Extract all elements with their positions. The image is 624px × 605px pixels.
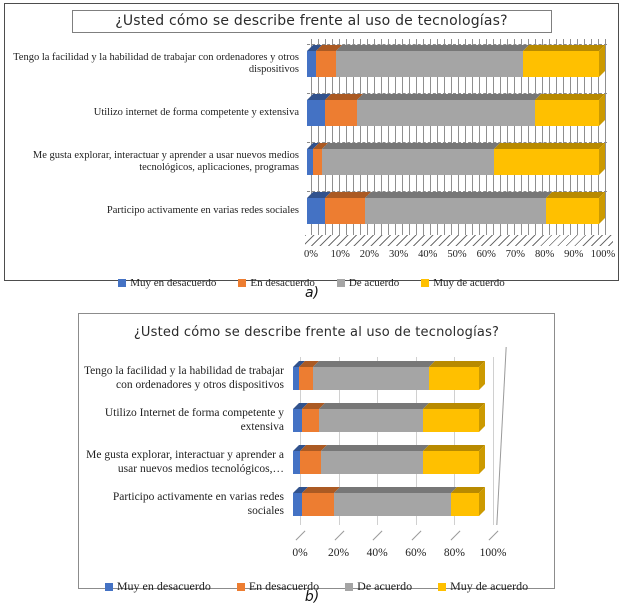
chart-row [5, 51, 618, 77]
bar-zone [293, 367, 479, 390]
bar-top-face [307, 94, 605, 100]
bar-segment-de-acuerdo [365, 198, 546, 224]
stacked-bar [293, 409, 479, 432]
category-label: Utilizo internet de forma competente y extensiva [93, 106, 299, 118]
bar-segment-muy-de-acuerdo [546, 198, 599, 224]
bar-segment-top [321, 445, 429, 451]
bar-segment-de-acuerdo [334, 493, 451, 516]
category-label: Me gusta explorar, interactuar y aprender a usar nuevos medios tecnológicos,… [86, 449, 284, 475]
chart-b-caption: b) [304, 589, 320, 605]
bar-segment-top [523, 45, 605, 51]
bar-zone [293, 409, 479, 432]
bar-zone [307, 149, 599, 175]
stacked-bar [307, 51, 599, 77]
bar-segment-en-desacuerdo [316, 51, 336, 77]
bar-front-face [293, 367, 479, 390]
bar-front-face [293, 451, 479, 474]
bar-segment-top [334, 487, 457, 493]
x-axis-tick-label: 80% [534, 249, 555, 260]
legend-label: Muy de acuerdo [450, 579, 529, 593]
bar-top-face [293, 487, 485, 493]
bar-zone [293, 451, 479, 474]
x-axis-tick-label: 40% [418, 249, 438, 260]
bar-segment-top [423, 403, 485, 409]
stacked-bar [307, 149, 599, 175]
bar-side-face [599, 45, 605, 77]
x-axis-tick-label: 20% [328, 547, 350, 559]
bar-segment-top [313, 361, 434, 367]
x-axis-tick-mark [334, 531, 344, 541]
bar-top-face [307, 45, 605, 51]
bar-front-face [307, 198, 599, 224]
bar-segment-muy-en-desacuerdo [293, 409, 302, 432]
bar-segment-top [357, 94, 541, 100]
bar-top-face [307, 143, 605, 149]
stacked-bar [293, 367, 479, 390]
bar-segment-en-desacuerdo [325, 198, 366, 224]
bar-segment-top [423, 445, 485, 451]
legend-label: De acuerdo [357, 579, 413, 593]
x-axis-tick-label: 100% [590, 249, 616, 260]
bar-zone [307, 198, 599, 224]
chart-a-x-axis [304, 249, 616, 267]
x-axis-tick-mark [489, 531, 499, 541]
x-axis-tick-label: 70% [505, 249, 526, 260]
x-axis-tick-label: 0% [304, 249, 318, 260]
legend-label: En desacuerdo [250, 277, 315, 289]
x-axis-tick-label: 80% [443, 547, 465, 559]
bar-front-face [293, 409, 479, 432]
bar-segment-de-acuerdo [336, 51, 523, 77]
bar-front-face [307, 100, 599, 126]
legend-label: Muy en desacuerdo [130, 277, 217, 289]
bar-side-face [599, 143, 605, 175]
bar-segment-muy-en-desacuerdo [307, 51, 316, 77]
bar-segment-muy-de-acuerdo [535, 100, 599, 126]
bar-segment-de-acuerdo [322, 149, 494, 175]
chart-a-caption: a) [304, 285, 320, 301]
bar-segment-muy-en-desacuerdo [307, 100, 325, 126]
category-label: Utilizo Internet de forma competente y extensiva [104, 407, 284, 433]
stacked-bar [307, 198, 599, 224]
chart-b-panel [78, 313, 555, 593]
bar-side-face [599, 94, 605, 126]
bar-segment-muy-en-desacuerdo [293, 451, 300, 474]
bar-segment-muy-de-acuerdo [523, 51, 599, 77]
x-axis-tick-mark [412, 531, 422, 541]
bar-segment-de-acuerdo [357, 100, 535, 126]
legend-label: En desacuerdo [248, 579, 320, 593]
bar-segment-muy-de-acuerdo [451, 493, 479, 516]
x-axis-tick-mark [296, 531, 306, 541]
bar-side-face [479, 403, 485, 432]
x-axis-tick-label: 50% [447, 249, 467, 260]
bar-side-face [479, 445, 485, 474]
x-axis-tick-label: 60% [405, 547, 427, 559]
chart-a-rows [5, 39, 618, 235]
x-axis-tick-label: 60% [476, 249, 496, 260]
bar-top-face [293, 445, 485, 451]
x-axis-tick-label: 30% [388, 249, 409, 260]
chart-b-rows [79, 357, 554, 525]
bar-front-face [307, 149, 599, 175]
bar-segment-top [319, 403, 429, 409]
chart-b-title: ¿Usted cómo se describe frente al uso de tecnologías? [133, 325, 500, 340]
chart-row [5, 100, 618, 126]
chart-b-x-axis [292, 547, 507, 563]
bar-segment-muy-en-desacuerdo [293, 493, 302, 516]
bar-segment-top [535, 94, 605, 100]
chart-row [79, 364, 554, 392]
category-label: Tengo la facilidad y la habilidad de trabajar con ordenadores y otros dispositivos [83, 365, 284, 391]
bar-segment-de-acuerdo [313, 367, 428, 390]
bar-top-face [293, 403, 485, 409]
bar-segment-en-desacuerdo [299, 367, 314, 390]
bar-segment-en-desacuerdo [313, 149, 322, 175]
bar-segment-top [494, 143, 605, 149]
category-label: Participo activamente en varias redes sociales [106, 204, 299, 216]
bar-segment-en-desacuerdo [302, 409, 319, 432]
chart-row [5, 198, 618, 224]
stacked-bar [307, 100, 599, 126]
bar-segment-en-desacuerdo [325, 100, 357, 126]
chart-row [79, 448, 554, 476]
bar-front-face [307, 51, 599, 77]
stacked-bar [293, 451, 479, 474]
bar-segment-muy-en-desacuerdo [307, 198, 325, 224]
legend-label: De acuerdo [348, 277, 400, 289]
chart-row [79, 490, 554, 518]
x-axis-tick-mark [373, 531, 383, 541]
bar-segment-top [546, 192, 605, 198]
x-axis-tick-label: 100% [479, 547, 507, 559]
bar-segment-top [365, 192, 552, 198]
chart-row [79, 406, 554, 434]
category-label: Participo activamente en varias redes sociales [112, 491, 284, 517]
x-axis-tick-label: 10% [330, 249, 350, 260]
bar-top-face [293, 361, 485, 367]
bar-segment-de-acuerdo [319, 409, 423, 432]
bar-segment-muy-de-acuerdo [423, 409, 479, 432]
x-axis-tick-label: 40% [366, 547, 388, 559]
x-axis-tick-mark [450, 531, 460, 541]
bar-top-face [307, 192, 605, 198]
chart-a-plot [5, 39, 618, 235]
x-axis-tick-label: 0% [292, 547, 308, 559]
x-axis-tick-label: 90% [564, 249, 584, 260]
bar-front-face [293, 493, 479, 516]
chart-a-panel [4, 3, 619, 289]
bar-segment-de-acuerdo [321, 451, 423, 474]
legend-label: Muy de acuerdo [433, 277, 505, 289]
x-axis-tick-label: 20% [359, 249, 380, 260]
bar-zone [307, 51, 599, 77]
stacked-bar [293, 493, 479, 516]
bar-segment-top [336, 45, 529, 51]
bar-segment-muy-de-acuerdo [494, 149, 599, 175]
chart-row [5, 149, 618, 175]
bar-zone [293, 493, 479, 516]
bar-side-face [479, 487, 485, 516]
chart-b-plot [79, 357, 554, 525]
bar-zone [307, 100, 599, 126]
bar-side-face [599, 192, 605, 224]
bar-segment-top [322, 143, 500, 149]
bar-segment-top [429, 361, 485, 367]
bar-segment-top [325, 192, 372, 198]
bar-side-face [479, 361, 485, 390]
bar-segment-muy-de-acuerdo [429, 367, 479, 390]
bar-segment-muy-de-acuerdo [423, 451, 479, 474]
chart-a-title: ¿Usted cómo se describe frente al uso de tecnologías? [72, 10, 552, 33]
bar-segment-en-desacuerdo [300, 451, 320, 474]
category-label: Me gusta explorar, interactuar y aprender a usar nuevos medios tecnológicos, aplicaciones, programas [32, 149, 299, 173]
category-label: Tengo la facilidad y la habilidad de trabajar con ordenadores y otros dispositivos [13, 51, 299, 75]
bar-segment-en-desacuerdo [302, 493, 334, 516]
legend-label: Muy en desacuerdo [116, 579, 211, 593]
